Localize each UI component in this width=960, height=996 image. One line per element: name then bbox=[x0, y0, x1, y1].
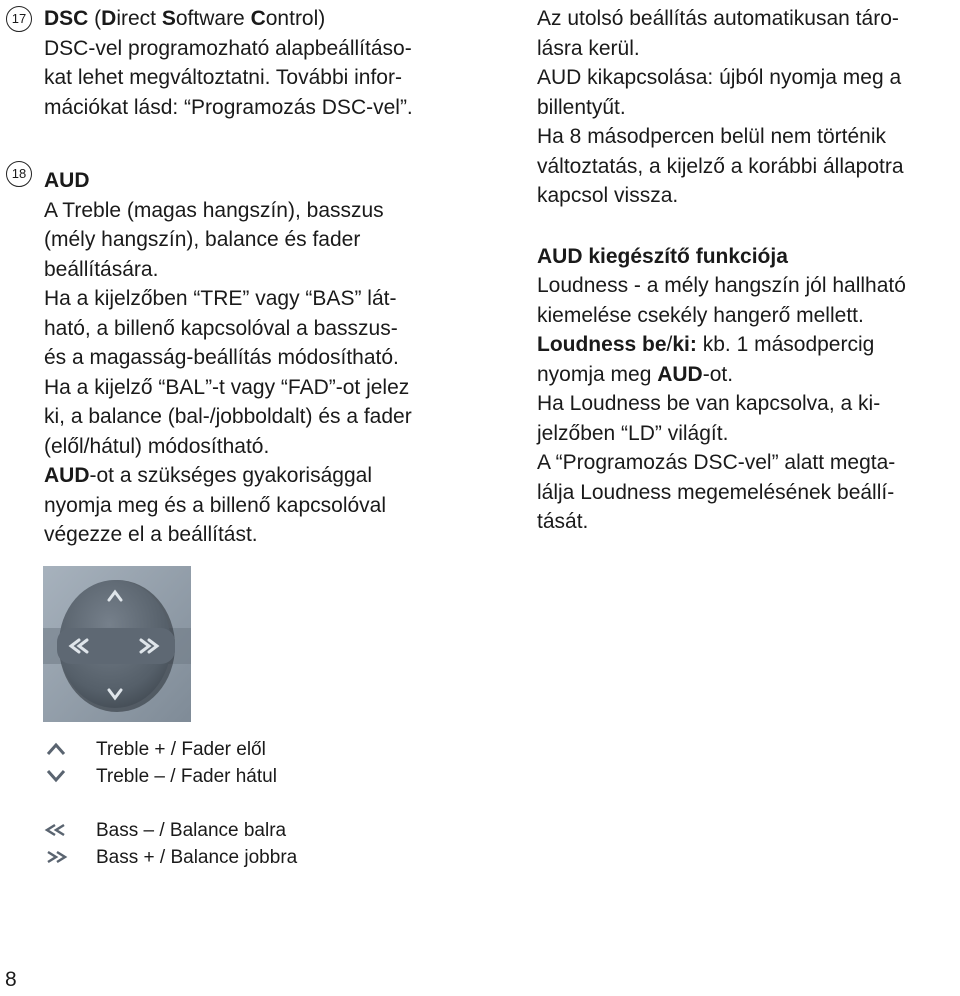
legend-label: Bass + / Balance jobbra bbox=[96, 847, 298, 868]
body-line: lásra kerül. bbox=[537, 36, 640, 60]
body-line: nyomja meg AUD-ot. bbox=[537, 362, 734, 386]
body-line: végezze el a beállítást. bbox=[44, 523, 258, 546]
body-line: változtatás, a kijelző a korábbi állapotra bbox=[537, 154, 904, 178]
double-left-arrow-icon bbox=[43, 822, 69, 838]
legend-label: Bass – / Balance balra bbox=[96, 820, 287, 841]
body-line: billentyűt. bbox=[537, 95, 626, 119]
section-18 bbox=[44, 166, 484, 550]
body-line: AUD kikapcsolása: újból nyomja meg a bbox=[537, 66, 902, 89]
body-line: lálja Loudness megemelésének beállí- bbox=[537, 480, 895, 504]
body-line: Ha a kijelző “BAL”-t vagy “FAD”-ot jelez bbox=[44, 375, 410, 399]
body-line: Loudness - a mély hangszín jól hallható bbox=[537, 274, 906, 297]
legend-label: Treble + / Fader elől bbox=[96, 739, 266, 760]
body-line: ki, a balance (bal-/jobboldalt) és a fader bbox=[44, 405, 412, 428]
legend-label: Treble – / Fader hátul bbox=[96, 766, 277, 787]
right-column bbox=[537, 4, 957, 537]
body-line: beállítására. bbox=[44, 257, 159, 281]
body-line: AUD-ot a szükséges gyakorisággal bbox=[44, 464, 372, 487]
body-line: és a magasság-beállítás módosítható. bbox=[44, 346, 399, 369]
section-18-title: AUD bbox=[44, 169, 90, 192]
body-line: Ha 8 másodpercen belül nem történik bbox=[537, 125, 887, 148]
body-line: ható, a billenő kapcsolóval a basszus- bbox=[44, 316, 398, 340]
body-line: Az utolsó beállítás automatikusan táro- bbox=[537, 7, 899, 30]
body-line: (elől/hátul) módosítható. bbox=[44, 434, 270, 458]
section-number-18: 18 bbox=[6, 161, 32, 187]
subheading: AUD kiegészítő funkciója bbox=[537, 244, 788, 268]
double-right-arrow-icon bbox=[43, 849, 69, 865]
body-line: Loudness be/ki: kb. 1 másodpercig bbox=[537, 333, 875, 356]
body-line: A “Programozás DSC-vel” alatt megta- bbox=[537, 451, 896, 474]
body-line: mációkat lásd: “Programozás DSC-vel”. bbox=[44, 95, 413, 119]
up-arrow-icon bbox=[43, 741, 69, 757]
body-line: A Treble (magas hangszín), basszus bbox=[44, 198, 384, 222]
down-arrow-icon bbox=[43, 768, 69, 784]
body-line: jelzőben “LD” világít. bbox=[537, 421, 729, 445]
section-number-17: 17 bbox=[6, 6, 32, 32]
body-line: kat lehet megváltoztatni. További infor- bbox=[44, 66, 402, 89]
body-line: nyomja meg és a billenő kapcsolóval bbox=[44, 493, 387, 517]
body-line: Ha Loudness be van kapcsolva, a ki- bbox=[537, 392, 881, 415]
section-17-title: DSC (Direct Software Control) bbox=[44, 7, 326, 30]
left-column bbox=[44, 4, 484, 550]
rocker-switch-illustration bbox=[43, 566, 191, 722]
body-line: (mély hangszín), balance és fader bbox=[44, 228, 361, 251]
body-line: Ha a kijelzőben “TRE” vagy “BAS” lát- bbox=[44, 287, 397, 310]
body-line: tását. bbox=[537, 510, 589, 533]
body-line: kiemelése csekély hangerő mellett. bbox=[537, 303, 864, 327]
body-line: DSC-vel programozható alapbeállításo- bbox=[44, 36, 412, 60]
section-17 bbox=[44, 4, 484, 122]
page-number: 8 bbox=[5, 968, 17, 991]
body-line: kapcsol vissza. bbox=[537, 184, 679, 207]
